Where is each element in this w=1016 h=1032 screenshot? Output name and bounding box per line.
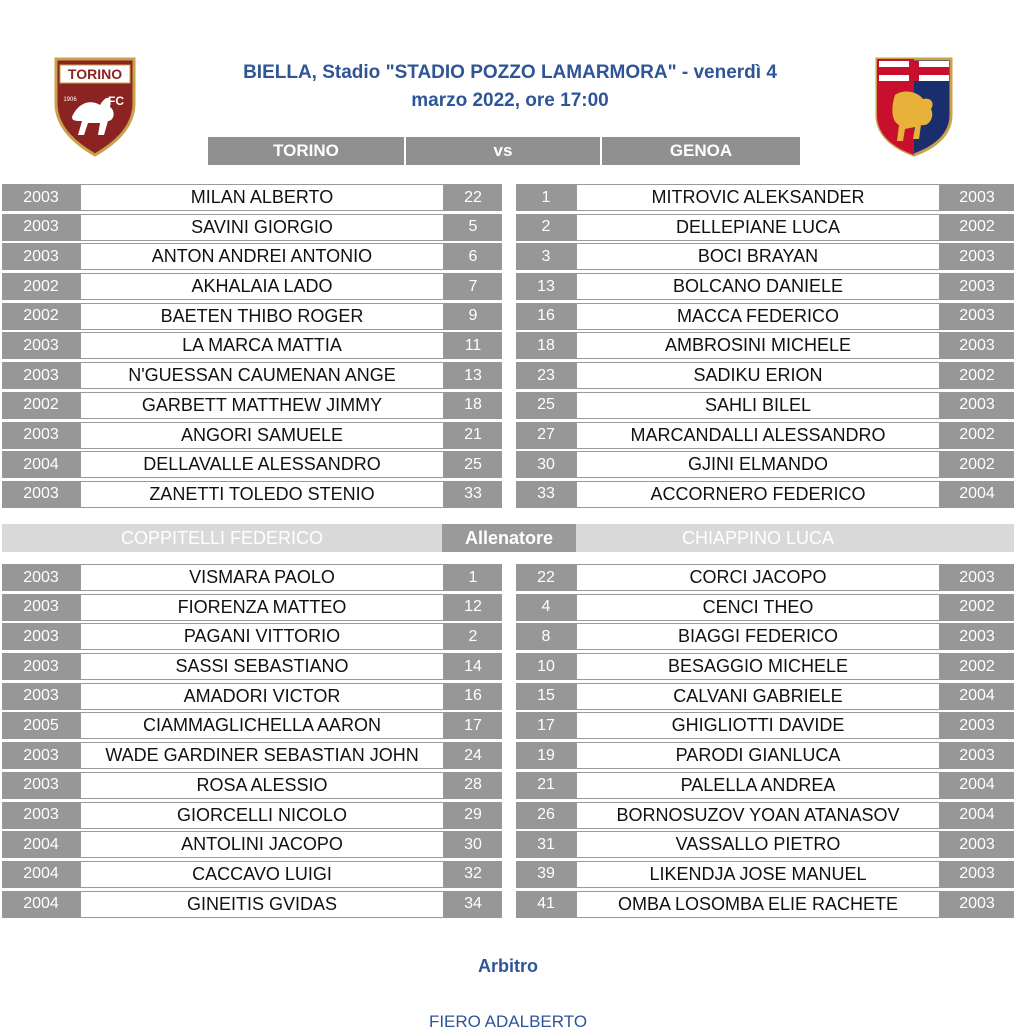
home-shirt-number: 14 (444, 653, 502, 680)
table-row (0, 563, 1016, 593)
table-row (0, 421, 1016, 451)
table-row (0, 682, 1016, 712)
home-birth-year: 2002 (2, 273, 80, 300)
home-player-name: GINEITIS GVIDAS (80, 891, 444, 918)
match-venue: BIELLA, Stadio "STADIO POZZO LAMARMORA" - venerdì 4 (243, 62, 777, 83)
home-player-name: N'GUESSAN CAUMENAN ANGE (80, 362, 444, 389)
away-birth-year: 2003 (940, 891, 1014, 918)
home-birth-year: 2003 (2, 481, 80, 508)
table-row (0, 801, 1016, 831)
match-datetime: marzo 2022, ore 17:00 (411, 90, 609, 111)
away-birth-year: 2003 (940, 861, 1014, 888)
away-shirt-number: 17 (516, 712, 576, 739)
table-row (0, 860, 1016, 890)
home-shirt-number: 17 (444, 712, 502, 739)
away-shirt-number: 2 (516, 214, 576, 241)
home-player-name: FIORENZA MATTEO (80, 594, 444, 621)
home-birth-year: 2003 (2, 653, 80, 680)
home-shirt-number: 2 (444, 623, 502, 650)
table-row (0, 450, 1016, 480)
away-shirt-number: 39 (516, 861, 576, 888)
away-player-name: ACCORNERO FEDERICO (576, 481, 940, 508)
home-birth-year: 2003 (2, 422, 80, 449)
away-birth-year: 2003 (940, 623, 1014, 650)
vs-bar: vs (406, 137, 600, 165)
away-birth-year: 2004 (940, 772, 1014, 799)
away-shirt-number: 21 (516, 772, 576, 799)
home-shirt-number: 22 (444, 184, 502, 211)
home-shirt-number: 18 (444, 392, 502, 419)
away-shirt-number: 23 (516, 362, 576, 389)
coach-row (0, 524, 1016, 552)
home-shirt-number: 6 (444, 243, 502, 270)
home-birth-year: 2003 (2, 243, 80, 270)
home-birth-year: 2003 (2, 184, 80, 211)
away-player-name: AMBROSINI MICHELE (576, 332, 940, 359)
away-shirt-number: 25 (516, 392, 576, 419)
away-player-name: DELLEPIANE LUCA (576, 214, 940, 241)
home-birth-year: 2004 (2, 831, 80, 858)
away-player-name: GHIGLIOTTI DAVIDE (576, 712, 940, 739)
table-row (0, 741, 1016, 771)
home-player-name: SASSI SEBASTIANO (80, 653, 444, 680)
home-birth-year: 2004 (2, 861, 80, 888)
away-player-name: BORNOSUZOV YOAN ATANASOV (576, 802, 940, 829)
table-row (0, 272, 1016, 302)
starters-table (0, 183, 1016, 510)
away-birth-year: 2003 (940, 243, 1014, 270)
home-shirt-number: 28 (444, 772, 502, 799)
away-shirt-number: 15 (516, 683, 576, 710)
home-shirt-number: 12 (444, 594, 502, 621)
away-shirt-number: 18 (516, 332, 576, 359)
away-shirt-number: 22 (516, 564, 576, 591)
away-birth-year: 2002 (940, 422, 1014, 449)
away-birth-year: 2003 (940, 831, 1014, 858)
home-birth-year: 2002 (2, 392, 80, 419)
table-row (0, 361, 1016, 391)
home-coach: COPPITELLI FEDERICO (2, 524, 442, 552)
home-player-name: AKHALAIA LADO (80, 273, 444, 300)
home-birth-year: 2003 (2, 332, 80, 359)
away-player-name: CORCI JACOPO (576, 564, 940, 591)
home-shirt-number: 33 (444, 481, 502, 508)
home-shirt-number: 11 (444, 332, 502, 359)
away-birth-year: 2003 (940, 392, 1014, 419)
home-birth-year: 2004 (2, 451, 80, 478)
home-shirt-number: 5 (444, 214, 502, 241)
home-birth-year: 2003 (2, 214, 80, 241)
home-player-name: GARBETT MATTHEW JIMMY (80, 392, 444, 419)
table-row (0, 331, 1016, 361)
away-player-name: BOLCANO DANIELE (576, 273, 940, 300)
home-player-name: DELLAVALLE ALESSANDRO (80, 451, 444, 478)
home-player-name: MILAN ALBERTO (80, 184, 444, 211)
home-birth-year: 2002 (2, 303, 80, 330)
home-shirt-number: 24 (444, 742, 502, 769)
home-player-name: VISMARA PAOLO (80, 564, 444, 591)
table-row (0, 391, 1016, 421)
home-birth-year: 2003 (2, 594, 80, 621)
table-row (0, 652, 1016, 682)
away-birth-year: 2004 (940, 481, 1014, 508)
away-shirt-number: 10 (516, 653, 576, 680)
away-player-name: BOCI BRAYAN (576, 243, 940, 270)
home-shirt-number: 25 (444, 451, 502, 478)
away-birth-year: 2003 (940, 332, 1014, 359)
away-shirt-number: 13 (516, 273, 576, 300)
home-shirt-number: 32 (444, 861, 502, 888)
home-birth-year: 2003 (2, 742, 80, 769)
away-birth-year: 2004 (940, 683, 1014, 710)
away-shirt-number: 41 (516, 891, 576, 918)
home-birth-year: 2003 (2, 802, 80, 829)
away-shirt-number: 27 (516, 422, 576, 449)
torino-logo-year: 1906 (63, 97, 77, 103)
away-player-name: LIKENDJA JOSE MANUEL (576, 861, 940, 888)
away-birth-year: 2004 (940, 802, 1014, 829)
home-player-name: ANTON ANDREI ANTONIO (80, 243, 444, 270)
home-player-name: ANGORI SAMUELE (80, 422, 444, 449)
home-birth-year: 2004 (2, 891, 80, 918)
away-birth-year: 2003 (940, 564, 1014, 591)
home-player-name: ANTOLINI JACOPO (80, 831, 444, 858)
away-player-name: PALELLA ANDREA (576, 772, 940, 799)
home-shirt-number: 21 (444, 422, 502, 449)
away-shirt-number: 8 (516, 623, 576, 650)
genoa-crest-logo (873, 55, 955, 157)
away-shirt-number: 4 (516, 594, 576, 621)
away-player-name: BESAGGIO MICHELE (576, 653, 940, 680)
home-player-name: GIORCELLI NICOLO (80, 802, 444, 829)
home-player-name: ROSA ALESSIO (80, 772, 444, 799)
away-shirt-number: 16 (516, 303, 576, 330)
referee-name: FIERO ADALBERTO (428, 1012, 588, 1031)
away-birth-year: 2002 (940, 594, 1014, 621)
away-team-bar: GENOA (602, 137, 800, 165)
away-shirt-number: 30 (516, 451, 576, 478)
home-birth-year: 2003 (2, 362, 80, 389)
away-player-name: GJINI ELMANDO (576, 451, 940, 478)
away-player-name: MITROVIC ALEKSANDER (576, 184, 940, 211)
table-row (0, 771, 1016, 801)
away-player-name: CALVANI GABRIELE (576, 683, 940, 710)
table-row (0, 711, 1016, 741)
home-player-name: LA MARCA MATTIA (80, 332, 444, 359)
home-player-name: CIAMMAGLICHELLA AARON (80, 712, 444, 739)
home-birth-year: 2003 (2, 564, 80, 591)
home-player-name: AMADORI VICTOR (80, 683, 444, 710)
away-player-name: MACCA FEDERICO (576, 303, 940, 330)
away-player-name: VASSALLO PIETRO (576, 831, 940, 858)
away-birth-year: 2002 (940, 362, 1014, 389)
home-birth-year: 2003 (2, 772, 80, 799)
home-shirt-number: 7 (444, 273, 502, 300)
table-row (0, 183, 1016, 213)
table-row (0, 213, 1016, 243)
table-row (0, 302, 1016, 332)
home-shirt-number: 29 (444, 802, 502, 829)
away-shirt-number: 33 (516, 481, 576, 508)
home-shirt-number: 30 (444, 831, 502, 858)
away-coach: CHIAPPINO LUCA (576, 524, 940, 552)
coach-label: Allenatore (442, 524, 576, 552)
torino-crest-logo (50, 55, 140, 157)
table-row (0, 480, 1016, 510)
away-player-name: PARODI GIANLUCA (576, 742, 940, 769)
away-birth-year: 2003 (940, 273, 1014, 300)
table-row (0, 622, 1016, 652)
home-shirt-number: 13 (444, 362, 502, 389)
home-player-name: SAVINI GIORGIO (80, 214, 444, 241)
away-shirt-number: 1 (516, 184, 576, 211)
table-row (0, 830, 1016, 860)
away-birth-year: 2002 (940, 214, 1014, 241)
away-shirt-number: 19 (516, 742, 576, 769)
torino-logo-fc: FC (108, 94, 124, 108)
home-birth-year: 2003 (2, 623, 80, 650)
torino-logo-text: TORINO (67, 66, 123, 82)
away-birth-year: 2002 (940, 451, 1014, 478)
home-player-name: PAGANI VITTORIO (80, 623, 444, 650)
away-player-name: MARCANDALLI ALESSANDRO (576, 422, 940, 449)
home-shirt-number: 16 (444, 683, 502, 710)
home-player-name: ZANETTI TOLEDO STENIO (80, 481, 444, 508)
table-row (0, 593, 1016, 623)
away-player-name: SADIKU ERION (576, 362, 940, 389)
home-birth-year: 2003 (2, 683, 80, 710)
home-player-name: CACCAVO LUIGI (80, 861, 444, 888)
home-shirt-number: 34 (444, 891, 502, 918)
home-player-name: WADE GARDINER SEBASTIAN JOHN (80, 742, 444, 769)
away-shirt-number: 31 (516, 831, 576, 858)
away-shirt-number: 26 (516, 802, 576, 829)
substitutes-table (0, 563, 1016, 919)
home-shirt-number: 1 (444, 564, 502, 591)
home-team-bar: TORINO (208, 137, 404, 165)
away-player-name: OMBA LOSOMBA ELIE RACHETE (576, 891, 940, 918)
home-player-name: BAETEN THIBO ROGER (80, 303, 444, 330)
home-shirt-number: 9 (444, 303, 502, 330)
away-shirt-number: 3 (516, 243, 576, 270)
away-player-name: SAHLI BILEL (576, 392, 940, 419)
away-birth-year: 2003 (940, 184, 1014, 211)
away-birth-year: 2002 (940, 653, 1014, 680)
referee-label: Arbitro (478, 956, 538, 976)
coach-row-end (940, 524, 1014, 552)
away-birth-year: 2003 (940, 712, 1014, 739)
away-birth-year: 2003 (940, 303, 1014, 330)
home-birth-year: 2005 (2, 712, 80, 739)
away-player-name: BIAGGI FEDERICO (576, 623, 940, 650)
table-row (0, 890, 1016, 920)
table-row (0, 242, 1016, 272)
away-player-name: CENCI THEO (576, 594, 940, 621)
away-birth-year: 2003 (940, 742, 1014, 769)
